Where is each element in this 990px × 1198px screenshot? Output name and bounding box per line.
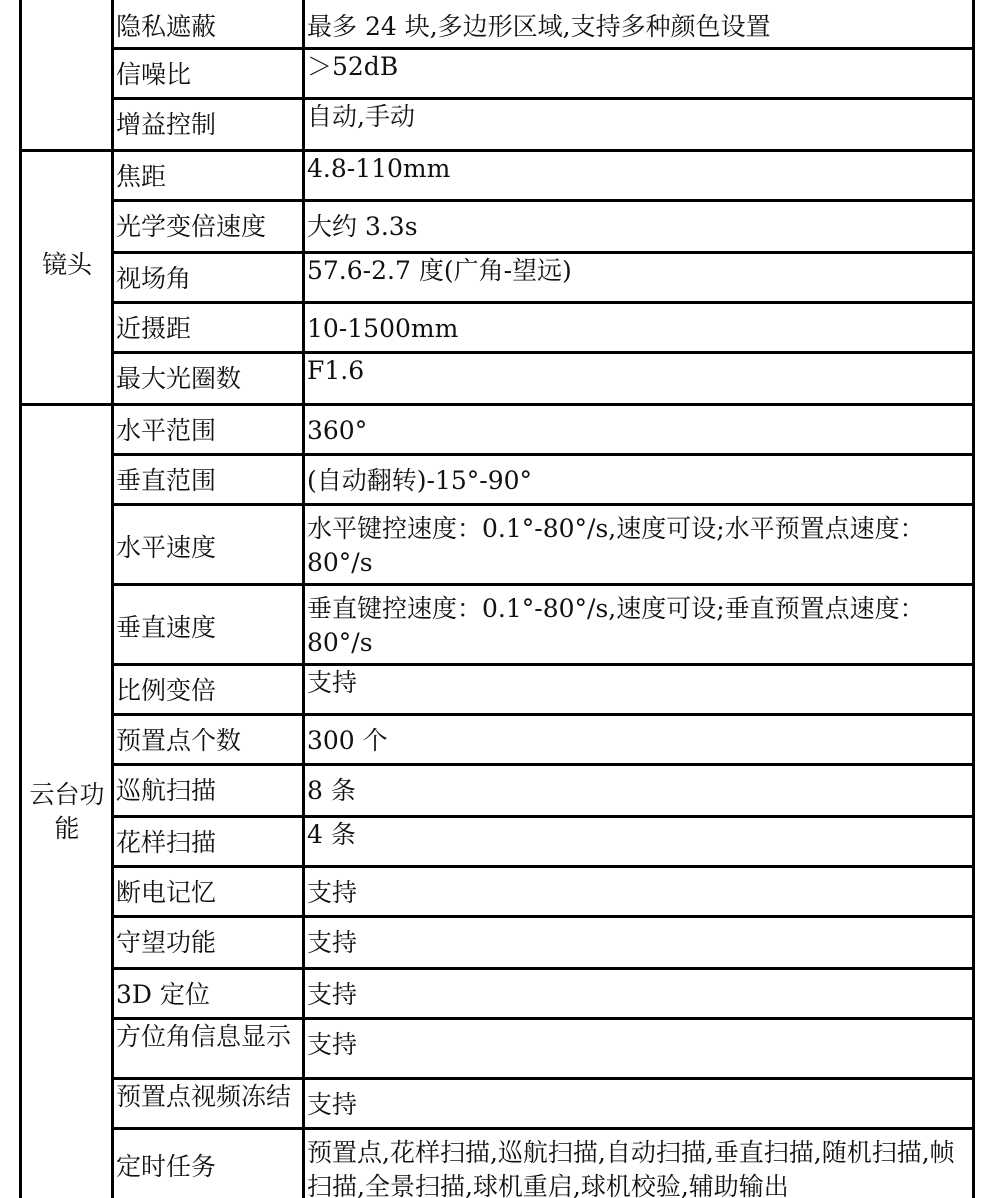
row-label: 花样扫描 [116,828,217,857]
row-label: 预置点视频冻结 [116,1082,292,1111]
row-value: 支持 [307,668,358,697]
row-divider [112,1017,974,1020]
row-label: 巡航扫描 [116,776,217,805]
row-divider [112,763,974,766]
row-divider [112,251,974,254]
row-value: 预置点,花样扫描,巡航扫描,自动扫描,垂直扫描,随机扫描,帧扫描,全景扫描,球机重启,球机校验,辅助输出 [307,1138,955,1198]
row-divider [112,967,974,970]
row-value: 支持 [307,878,358,907]
row-value: 57.6-2.7 度(广角-望远) [307,256,572,285]
row-label: 守望功能 [116,928,217,957]
row-value: 360° [307,416,368,445]
row-value: 支持 [307,1090,358,1119]
row-divider [112,199,974,202]
row-divider [112,351,974,354]
row-divider [112,47,974,50]
row-label: 焦距 [116,162,167,191]
row-label: 光学变倍速度 [116,212,267,241]
row-value: 300 个 [307,726,388,755]
row-divider [112,1127,974,1130]
row-divider [112,915,974,918]
row-label: 隐私遮蔽 [116,12,217,41]
row-label: 近摄距 [116,314,192,343]
group-label-ptz [22,778,112,846]
row-divider [112,503,974,506]
row-label: 视场角 [116,264,192,293]
row-value: 4 条 [307,820,356,849]
row-label: 垂直速度 [116,613,217,642]
row-value: 大约 3.3s [307,212,418,241]
row-value: 垂直键控速度：0.1°-80°/s,速度可设;垂直预置点速度：80°/s [307,594,925,657]
column-divider [19,0,22,1198]
row-value: 支持 [307,980,358,1009]
row-divider [112,865,974,868]
row-label: 增益控制 [116,110,217,139]
row-divider [20,149,974,152]
row-label: 比例变倍 [116,676,217,705]
row-label: 最大光圈数 [116,364,242,393]
row-divider [112,583,974,586]
row-label: 水平范围 [116,416,217,445]
row-divider [112,1077,974,1080]
row-value: 4.8-110mm [307,154,451,183]
row-label: 断电记忆 [116,878,217,907]
row-value: 最多 24 块,多边形区域,支持多种颜色设置 [307,12,771,41]
row-value: 水平键控速度：0.1°-80°/s,速度可设;水平预置点速度：80°/s [307,514,925,577]
row-value: 支持 [307,1030,358,1059]
row-value: ＞52dB [307,52,399,81]
row-divider [20,403,974,406]
row-divider [112,663,974,666]
row-value: (自动翻转)-15°-90° [307,466,533,495]
row-label: 定时任务 [116,1152,217,1181]
row-divider [112,97,974,100]
group-label-lens: 镜头 [41,250,92,279]
row-value: F1.6 [307,356,365,385]
row-value: 8 条 [307,776,356,805]
row-label: 方位角信息显示 [116,1022,292,1051]
row-label: 信噪比 [116,60,192,89]
row-divider [112,713,974,716]
row-value: 支持 [307,928,358,957]
row-label: 水平速度 [116,533,217,562]
row-divider [112,453,974,456]
row-divider [112,301,974,304]
row-label: 垂直范围 [116,466,217,495]
row-divider [112,815,974,818]
row-label: 3D 定位 [116,980,210,1009]
group-label-ptz-text: 云台功能 [29,780,105,843]
row-label: 预置点个数 [116,726,242,755]
row-value: 10-1500mm [307,314,459,343]
row-value: 自动,手动 [307,102,415,131]
